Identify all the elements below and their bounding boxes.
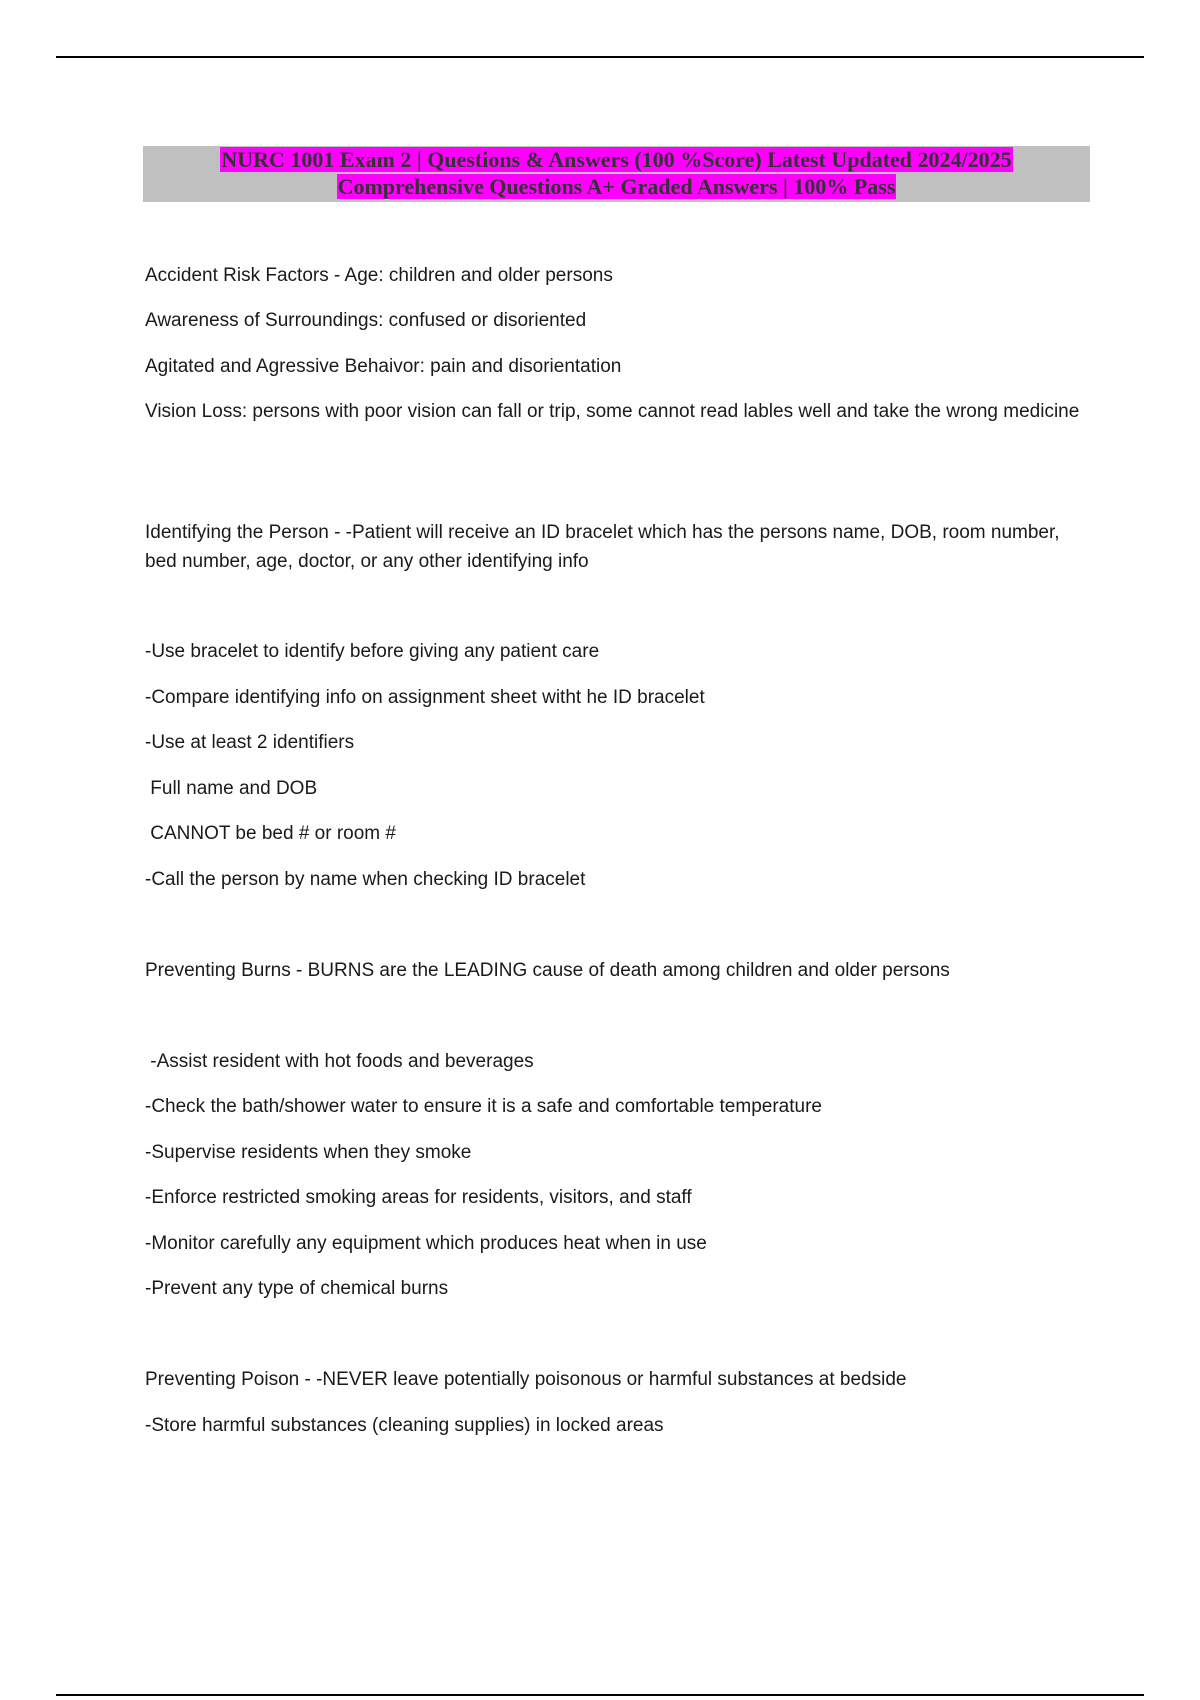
text-line: -Prevent any type of chemical burns [145, 1278, 449, 1299]
text-line: -Enforce restricted smoking areas for residents, visitors, and staff [145, 1187, 692, 1208]
text-line: -Call the person by name when checking ID bracelet [145, 869, 586, 890]
text-line: -Use bracelet to identify before giving any patient care [145, 641, 600, 662]
text-line: -Compare identifying info on assignment sheet witht he ID bracelet [145, 687, 705, 708]
title-line-1: NURC 1001 Exam 2 | Questions & Answers (100 %Score) Latest Updated 2024/2025 [221, 147, 1012, 172]
text-line: Preventing Poison - -NEVER leave potentially poisonous or harmful substances at bedside [145, 1369, 907, 1390]
text-line: -Supervise residents when they smoke [145, 1142, 472, 1163]
title-line-2: Comprehensive Questions A+ Graded Answers | 100% Pass [337, 174, 896, 199]
text-line: -Store harmful substances (cleaning supplies) in locked areas [145, 1415, 664, 1436]
text-line: CANNOT be bed # or room # [145, 823, 396, 844]
text-line: Awareness of Surroundings: confused or disoriented [145, 310, 587, 331]
text-line: Preventing Burns - BURNS are the LEADING cause of death among children and older persons [145, 960, 950, 981]
text-line: Accident Risk Factors - Age: children and older persons [145, 265, 613, 286]
top-rule [56, 56, 1144, 58]
text-line: Vision Loss: persons with poor vision can fall or trip, some cannot read lables well and take the wrong medicine [145, 401, 1080, 422]
text-line: Full name and DOB [145, 778, 318, 799]
text-line: -Check the bath/shower water to ensure it is a safe and comfortable temperature [145, 1096, 822, 1117]
text-line: -Monitor carefully any equipment which produces heat when in use [145, 1233, 707, 1254]
text-line: -Use at least 2 identifiers [145, 732, 355, 753]
text-line: -Assist resident with hot foods and beverages [145, 1051, 534, 1072]
text-line: Agitated and Agressive Behaivor: pain and disorientation [145, 356, 622, 377]
text-line: Identifying the Person - -Patient will receive an ID bracelet which has the persons name, DOB, room number, bed number, age, doctor, or any other identifying info [145, 522, 1060, 572]
bottom-rule [56, 1694, 1144, 1696]
document-title [143, 146, 1090, 202]
